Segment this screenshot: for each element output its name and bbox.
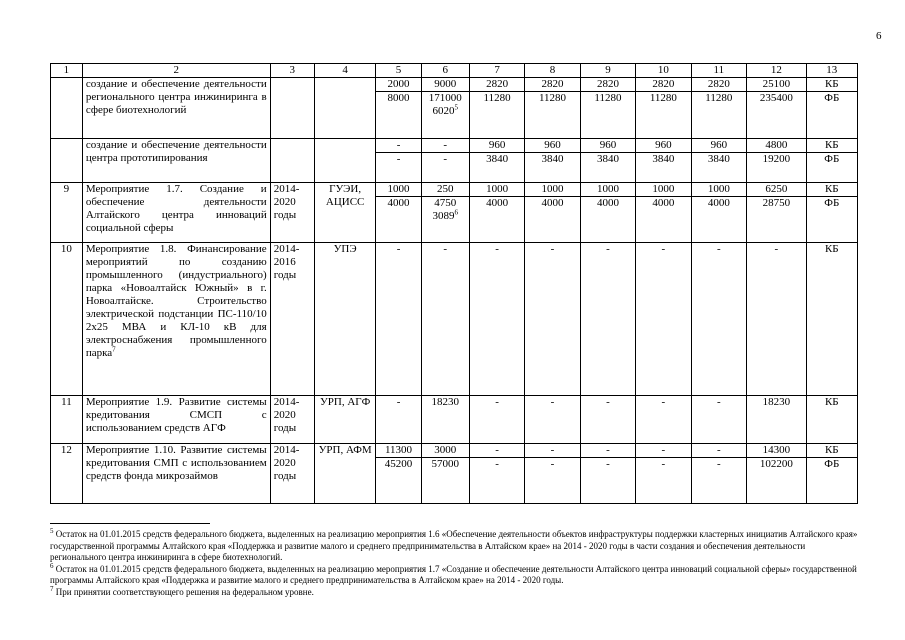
value-cell: - [716,444,721,456]
value-cell: - [636,396,691,444]
header-cell: 12 [747,64,807,78]
header-cell: 2 [82,64,270,78]
value-cell: 11280 [692,91,746,105]
header-cell: 9 [580,64,635,78]
header-cell: 8 [525,64,580,78]
value-cell: 2820 [541,78,564,90]
value-cell: 11280 [581,91,635,105]
header-cell: 4 [314,64,376,78]
row-number: 10 [51,243,83,396]
header-cell: 13 [806,64,857,78]
value-cell: - [421,243,469,396]
value-cell: 1000 [486,183,509,195]
page-number: 6 [876,30,882,42]
footnote-5: $^5$ Остаток на 01.01.2015 средств федерального бюджета, выделенных на реализацию мероприятия 1.6 «Обеспечение деятельности объектов инфраструктуры поддержки кластерных инициатив Алтайского края» государственной программы Алтайского края «Поддержка и развитие малого и среднего предпринимательства в Алтайском крае» на 2014 - 2020 годы в части создания и обеспечения деятельности регионального центра инжиниринга в сфере биотехнологий. [50,527,858,562]
value-cell: - [422,152,469,166]
executor-cell: УРП, АФМ [314,444,376,504]
value-cell: 4000 [376,196,420,210]
budget-code: ФБ [807,457,857,471]
value-cell: 4000 [525,196,579,210]
value-cell: 25100 [762,78,791,90]
value-cell: 9000 [434,78,457,90]
value-cell: - [580,396,635,444]
value-cell: 960 [599,139,617,151]
value-cell: 28750 [747,196,806,210]
value-cell: - [525,243,580,396]
budget-code: КБ [824,78,839,90]
value-cell: - [636,457,690,471]
executor-cell: ГУЭИ, АЦИСС [314,183,376,243]
header-row [51,64,858,78]
table-row [51,396,858,444]
row-number: 11 [51,396,83,444]
value-cell: 960 [544,139,561,151]
value-cell: 4000 [692,196,746,210]
value-cell: 8000 [376,91,420,105]
value-cell: 6250 [765,183,788,195]
value-cell: 1000 [707,183,730,195]
value-cell: - [525,457,579,471]
value-cell: - [376,152,420,166]
value-cell: - [580,243,635,396]
value-cell: 4000 [636,196,690,210]
footnote-6: $^6$ Остаток на 01.01.2015 средств федерального бюджета, выделенных на реализацию мероприятия 1.7 «Создание и обеспечение деятельности Алтайского центра инноваций социальной сферы» государственной программы Алтайского края «Поддержка и развитие малого и среднего предпринимательства в Алтайском крае» на 2014 - 2020 годы. [50,561,857,585]
activity-description: создание и обеспечение деятельности регионального центра инжиниринга в сфере биотехнологий [82,78,270,139]
row-number: 9 [51,183,83,243]
value-cell: 4800 [765,139,788,151]
program-table [50,63,858,504]
value-cell: 2820 [707,78,730,90]
activity-description: Мероприятие 1.10. Развитие системы кредитования СМП с использованием средств фонда микрозаймов [82,444,270,504]
budget-code: ФБ [807,152,857,166]
header-cell: 7 [469,64,524,78]
value-cell: - [495,444,499,456]
table-row [51,78,858,139]
value-cell: 4000 [470,196,524,210]
value-cell: 57000 [422,457,469,471]
value-cell: - [747,243,807,396]
footnote-ref: 6 [454,208,458,217]
value-cell: 2820 [486,78,509,90]
value-cell: - [469,396,524,444]
value-cell: 11280 [636,91,690,105]
budget-code: КБ [824,444,839,456]
value-cell: 11280 [525,91,579,105]
years-cell: 2014-2020 годы [270,444,314,504]
header-cell: 6 [421,64,469,78]
value-cell: 18230 [747,396,807,444]
header-cell: 1 [51,64,83,78]
header-cell: 5 [376,64,421,78]
value-cell: - [376,396,421,444]
value-cell: 18230 [421,396,469,444]
value-cell: - [469,243,524,396]
value-cell: 3840 [581,152,635,166]
value-cell: - [691,396,746,444]
budget-code: КБ [806,243,857,396]
value-cell: 171000 [422,91,469,105]
table-row [51,139,858,183]
budget-code: ФБ [807,196,857,210]
activity-description: создание и обеспечение деятельности центра прототипирования [82,139,270,183]
value-cell: 1000 [596,183,619,195]
table-row [51,243,858,396]
budget-code: КБ [806,396,857,444]
budget-code: КБ [824,139,839,151]
value-cell: 960 [655,139,672,151]
value-cell: 11280 [470,91,524,105]
value-cell: 14300 [762,444,791,456]
value-cell: - [661,444,666,456]
value-cell: - [376,243,421,396]
value-cell: 102200 [747,457,806,471]
header-cell: 11 [691,64,746,78]
value-cell: 45200 [376,457,420,471]
activity-description: Мероприятие 1.8. Финансирование мероприятий по созданию промышленного (индустриального) парка «Новоалтайск Южный» в г. Новоалтайске. Строительство электрической подстанции ПС-110/10 2х25 МВА и КЛ-10 кВ для электроснабжения промышленного парка$^7$ [82,243,270,396]
value-cell: 960 [710,139,728,151]
value-cell: - [636,243,691,396]
value-cell: 235400 [747,91,806,105]
activity-description: Мероприятие 1.9. Развитие системы кредитования СМСП с использованием средств АГФ [82,396,270,444]
value-cell: - [691,243,746,396]
budget-code: ФБ [807,91,857,105]
footnote-divider [50,523,210,524]
value-cell: 4750 [422,196,469,210]
executor-cell: УПЭ [314,243,376,396]
value-cell: 2000 [387,78,410,90]
years-cell: 2014-2020 годы [270,183,314,243]
value-cell: 4000 [581,196,635,210]
value-cell: - [550,444,555,456]
value-cell: - [396,139,401,151]
value-cell: 960 [488,139,506,151]
value-cell: 2820 [652,78,675,90]
years-cell: 2014-2020 годы [270,396,314,444]
table-row [51,183,858,243]
value-cell: 3840 [470,152,524,166]
value-cell: - [525,396,580,444]
footnote-ref: 5 [454,103,458,112]
header-cell: 10 [636,64,691,78]
value-cell: 250 [436,183,454,195]
budget-code: КБ [824,183,839,195]
value-cell: 3840 [636,152,690,166]
value-cell: - [606,444,610,456]
footnotes [50,529,858,598]
value-cell: - [443,139,448,151]
footnote-ref: 7 [112,345,116,354]
value-cell: - [692,457,746,471]
executor-cell: УРП, АГФ [314,396,376,444]
value-cell: 3840 [692,152,746,166]
value-cell: - [470,457,524,471]
value-cell: 2820 [596,78,619,90]
value-cell: 1000 [652,183,675,195]
value-cell: 1000 [387,183,410,195]
footnote-7: $^7$ При принятии соответствующего решения на федеральном уровне. [50,584,314,597]
value-cell: 6020$^5$ [432,103,458,117]
value-cell: - [581,457,635,471]
value-cell: 3840 [525,152,579,166]
value-cell: 3000 [434,444,457,456]
table-row [51,444,858,504]
row-number: 12 [51,444,83,504]
years-cell: 2014-2016 годы [270,243,314,396]
value-cell: 1000 [541,183,564,195]
header-cell: 3 [270,64,314,78]
value-cell: 19200 [747,152,806,166]
activity-description: Мероприятие 1.7. Создание и обеспечение деятельности Алтайского центра инноваций социальной сферы [82,183,270,243]
value-cell: 11300 [384,444,413,456]
value-cell: 3089$^6$ [432,208,458,222]
